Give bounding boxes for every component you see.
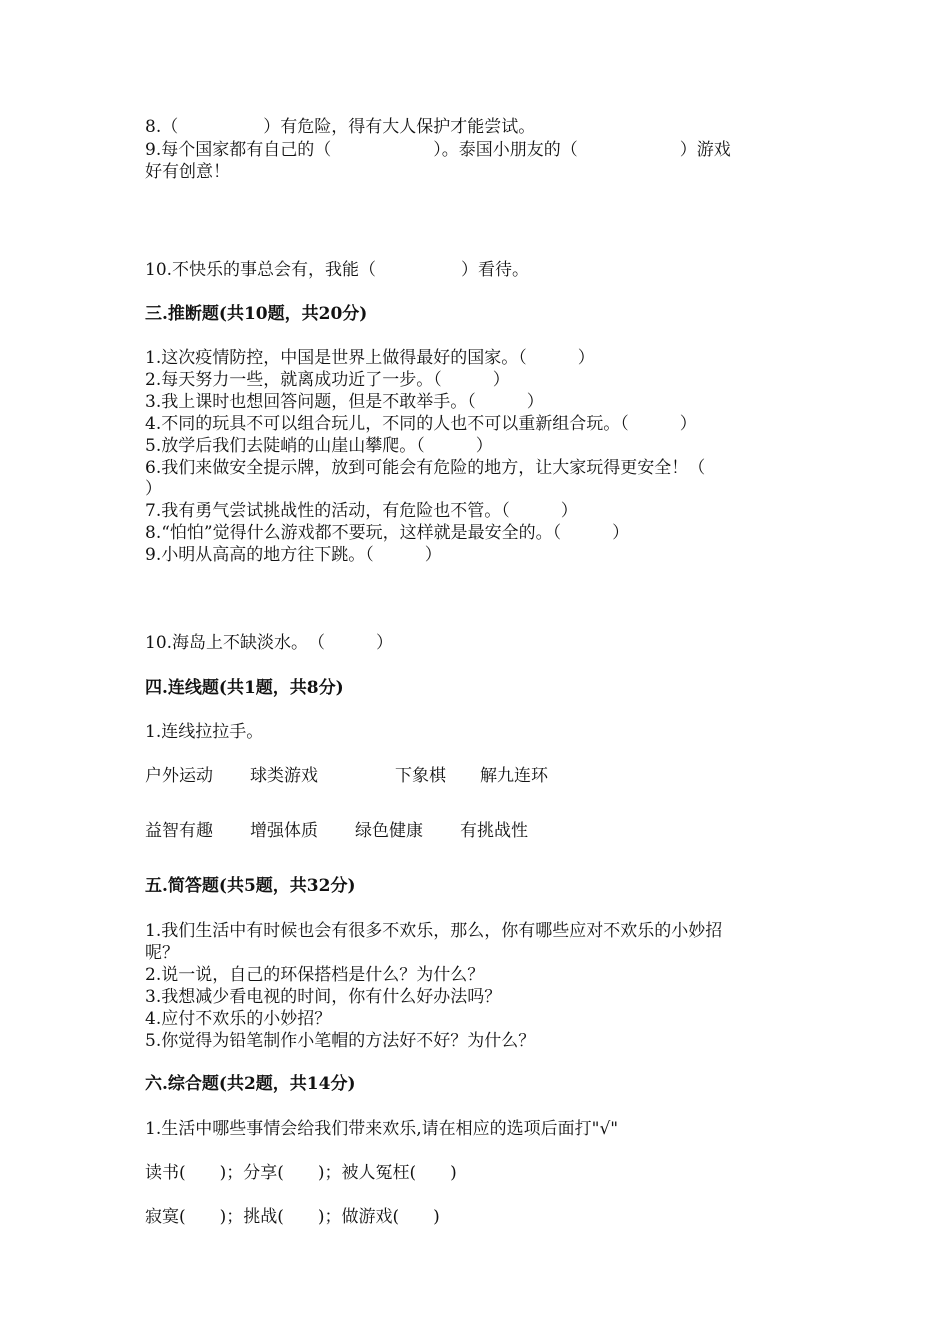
short-answer-item-cont: 呢？ [145,943,179,963]
matching-item-bottom: 有挑战性 [460,821,528,841]
judgment-item: 9.小明从高高的地方往下跳。（ ） [145,545,442,565]
section-heading-short-answer: 五.简答题(共5题，共32分) [145,876,356,896]
judgment-item: 2.每天努力一些，就离成功近了一步。（ ） [145,370,510,390]
matching-item-top: 户外运动 [145,766,213,786]
matching-item-top: 下象棋 [395,766,446,786]
matching-question: 1.连线拉拉手。 [145,722,264,742]
fill-question-9: 9.每个国家都有自己的（ ）。泰国小朋友的（ ）游戏 [145,140,731,160]
short-answer-item: 1.我们生活中有时候也会有很多不欢乐，那么，你有哪些应对不欢乐的小妙招 [145,921,723,941]
checkbox-options-line: 寂寞( )；挑战( )；做游戏( ) [145,1207,440,1227]
matching-item-bottom: 益智有趣 [145,821,213,841]
short-answer-item: 2.说一说，自己的环保搭档是什么？为什么？ [145,965,485,985]
fill-question-8: 8.（ ）有危险，得有大人保护才能尝试。 [145,117,536,137]
judgment-item-10: 10.海岛上不缺淡水。 （ ） [145,633,394,653]
judgment-item: 6.我们来做安全提示牌，放到可能会有危险的地方，让大家玩得更安全！（ [145,458,706,478]
section-heading-comprehensive: 六.综合题(共2题，共14分) [145,1074,356,1094]
section-heading-judgment: 三.推断题(共10题，共20分) [145,304,368,324]
short-answer-item: 4.应付不欢乐的小妙招？ [145,1009,332,1029]
judgment-item: 4.不同的玩具不可以组合玩儿，不同的人也不可以重新组合玩。（ ） [145,414,697,434]
fill-question-9-cont: 好有创意！ [145,162,230,182]
matching-item-top: 解九连环 [480,766,548,786]
comprehensive-question: 1.生活中哪些事情会给我们带来欢乐,请在相应的选项后面打"√" [145,1119,619,1139]
judgment-item: 7.我有勇气尝试挑战性的活动，有危险也不管。（ ） [145,501,578,521]
matching-item-top: 球类游戏 [250,766,318,786]
judgment-item: 8.“怕怕”觉得什么游戏都不要玩，这样就是最安全的。（ ） [145,523,630,543]
matching-item-bottom: 增强体质 [250,821,318,841]
judgment-item-cont: ） [145,479,162,499]
fill-question-10: 10.不快乐的事总会有，我能（ ）看待。 [145,260,530,280]
short-answer-item: 5.你觉得为铅笔制作小笔帽的方法好不好？为什么？ [145,1031,536,1051]
judgment-item: 3.我上课时也想回答问题，但是不敢举手。（ ） [145,392,544,412]
judgment-item: 5.放学后我们去陡峭的山崖山攀爬。（ ） [145,436,493,456]
short-answer-item: 3.我想减少看电视的时间，你有什么好办法吗？ [145,987,502,1007]
matching-item-bottom: 绿色健康 [355,821,423,841]
judgment-item: 1.这次疫情防控，中国是世界上做得最好的国家。（ ） [145,348,595,368]
checkbox-options-line: 读书( )；分享( )；被人冤枉( ) [145,1163,457,1183]
section-heading-matching: 四.连线题(共1题，共8分) [145,678,344,698]
